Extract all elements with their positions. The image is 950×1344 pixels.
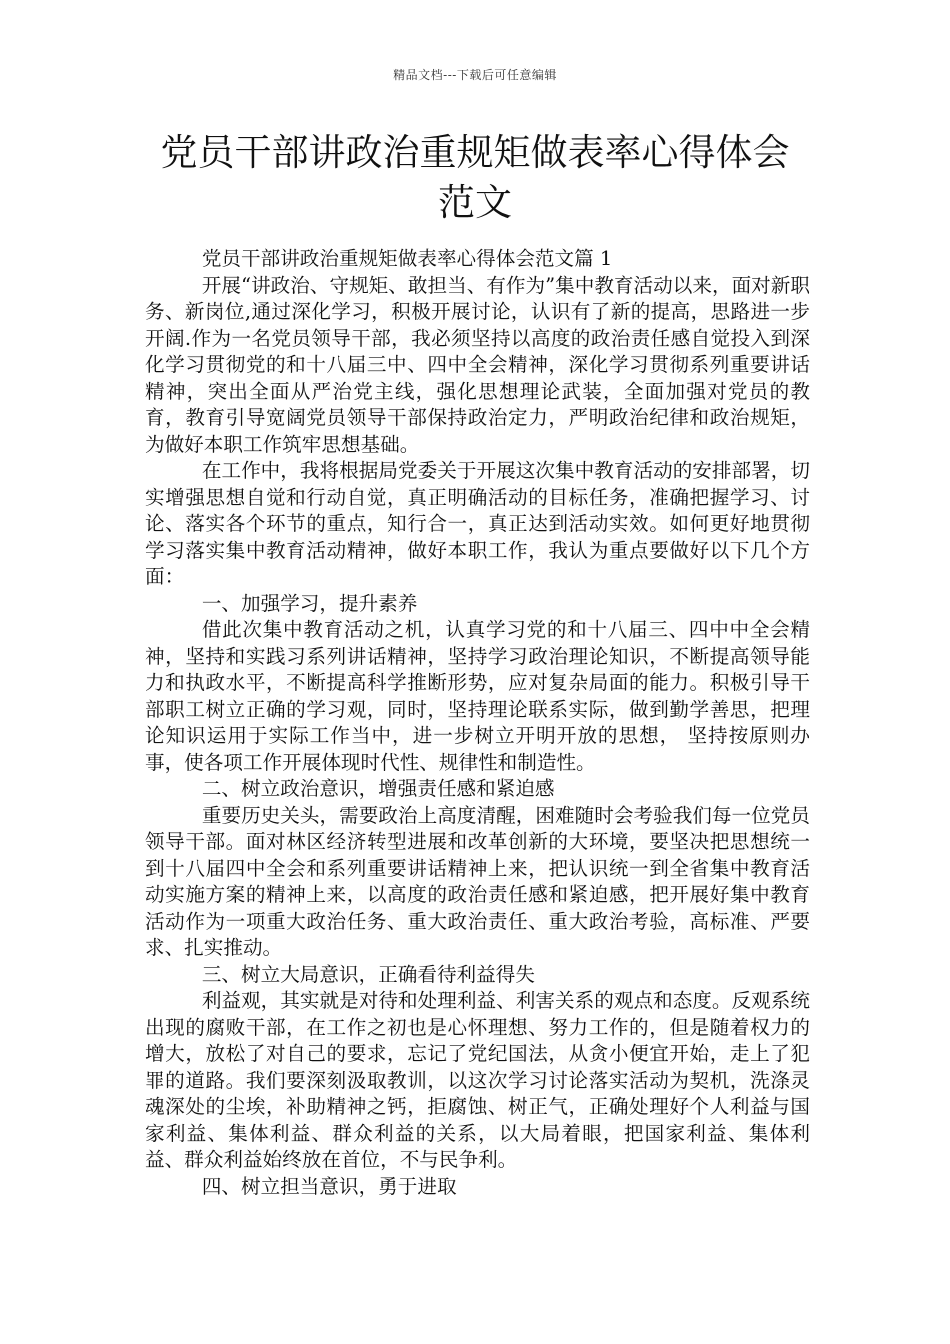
paragraph: 开展“讲政治、守规矩、敢担当、有作为”集中教育活动以来，面对新职务、新岗位,通过深化学习，积极开展讨论，认识有了新的提高，思路进一步开阔.作为一名党员领导干部，我必须坚持以高度的政治责任感自觉投入到深化学习贯彻党的和十八届三中、四中全会精神，深化学习贯彻系列重要讲话精神，突出全面从严治党主线，强化思想理论武装，全面加强对党员的教育，教育引导宽阔党员领导干部保持政治定力，严明政治纪律和政治规矩，为做好本职工作筑牢思想基础。 (145, 273, 810, 456)
section-heading: 三、树立大局意识，正确看待利益得失 (201, 962, 535, 986)
header-note: 精品文档---下载后可任意编辑 (393, 68, 557, 82)
paragraph: 在工作中，我将根据局党委关于开展这次集中教育活动的安排部署，切实增强思想自觉和行动自觉，真正明确活动的目标任务，准确把握学习、讨论、落实各个环节的重点，知行合一，真正达到活动实效。如何更好地贯彻学习落实集中教育活动精神，做好本职工作，我认为重点要做好以下几个方面： (145, 459, 810, 588)
section-heading: 四、树立担当意识，勇于进取 (201, 1174, 457, 1198)
paragraph: 借此次集中教育活动之机，认真学习党的和十八届三、四中中全会精神，坚持和实践习系列讲话精神，坚持学习政治理论知识，不断提高领导能力和执政水平，不断提高科学推断形势，应对复杂局面的能力。积极引导干部职工树立正确的学习观，同时，坚持理论联系实际，做到勤学善思，把理论知识运用于实际工作当中，进一步树立开明开放的思想， 坚持按原则办事，使各项工作开展体现时代性、规律性和制造性。 (145, 618, 810, 774)
document-body (145, 246, 810, 1200)
section-heading: 二、树立政治意识，增强责任感和紧迫感 (201, 777, 555, 800)
paragraph: 重要历史关头，需要政治上高度清醒，困难随时会考验我们每一位党员领导干部。面对林区经济转型进展和改革创新的大环境，要坚决把思想统一到十八届四中全会和系列重要讲话精神上来，把认识统一到全省集中教育活动实施方案的精神上来，以高度的政治责任感和紧迫感，把开展好集中教育活动作为一项重大政治任务、重大政治责任、重大政治考验，高标准、严要求、扎实推动。 (145, 803, 810, 959)
document-title: 党员干部讲政治重规矩做表率心得体会范文 (160, 131, 790, 224)
paragraph: 利益观，其实就是对待和处理利益、利害关系的观点和态度。反观系统出现的腐败干部，在工作之初也是心怀理想、努力工作的，但是随着权力的增大，放松了对自己的要求，忘记了党纪国法，从贪小便宜开始，走上了犯罪的道路。我们要深刻汲取教训，以这次学习讨论落实活动为契机，洗涤灵魂深处的尘埃，补助精神之钙，拒腐蚀、树正气，正确处理好个人利益与国家利益、集体利益、群众利益的关系，以大局着眼，把国家利益、集体利益、群众利益始终放在首位，不与民争利。 (145, 989, 810, 1171)
section-subtitle: 党员干部讲政治重规矩做表率心得体会范文篇 1 (201, 247, 613, 270)
section-heading: 一、加强学习，提升素养 (201, 591, 418, 615)
